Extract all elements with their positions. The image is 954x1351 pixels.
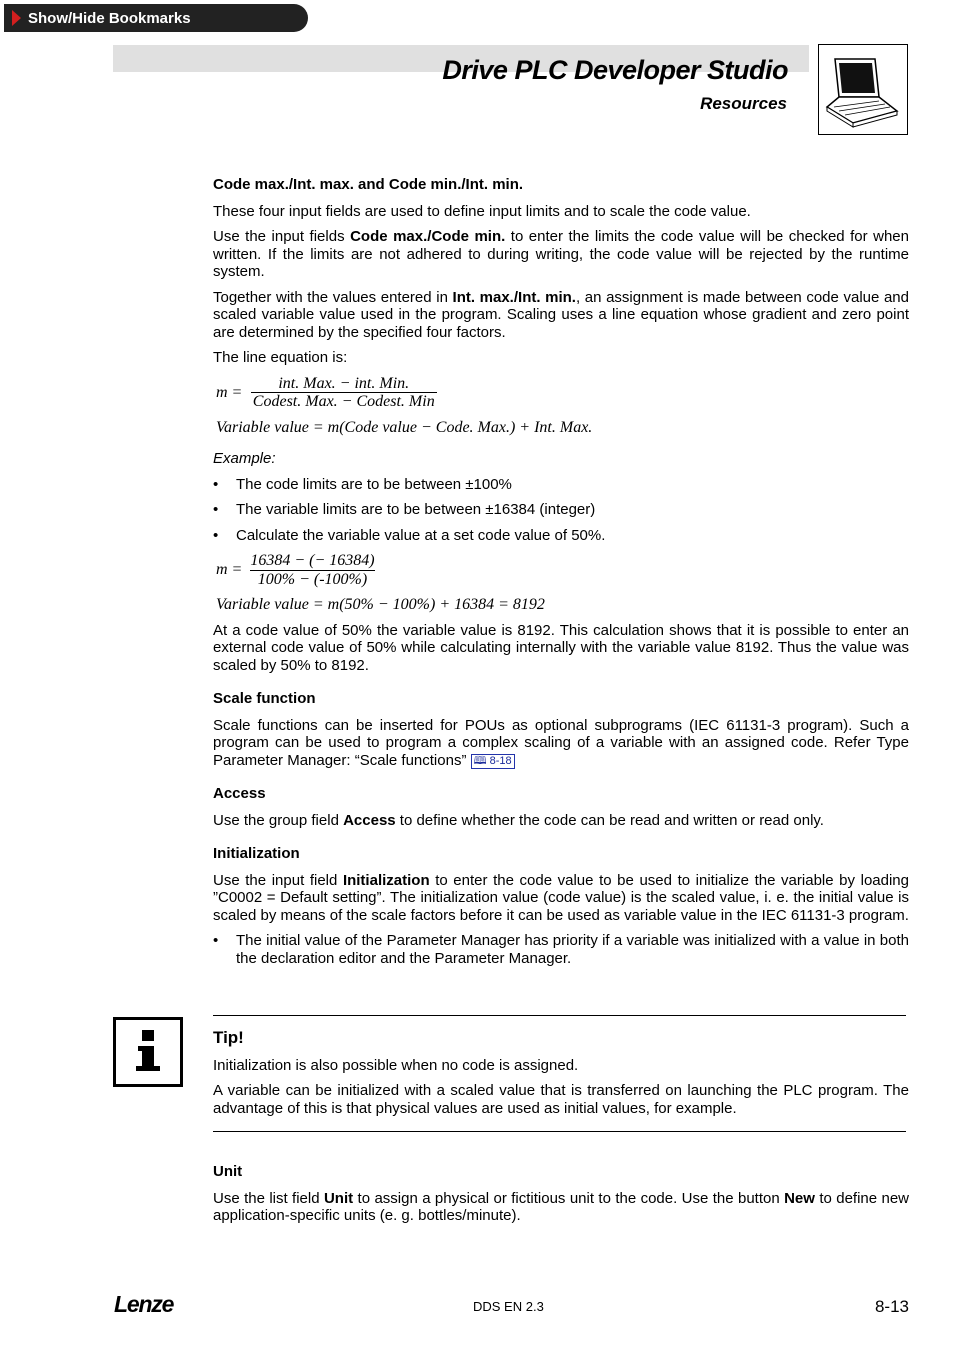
paragraph: Scale functions can be inserted for POUs as optional subprograms (IEC 61131-3 program). Such a program can be used to program a complex scaling of a variable with an assigned code. Refer Type Parameter Manager: “Scale functions” 🕮 8-18 (213, 716, 909, 769)
show-hide-bookmarks-button[interactable] (4, 4, 308, 32)
section-heading: Initialization (213, 845, 300, 862)
equation-gradient: m = $\frac{\text{int. Max. − int. Min.}}{\text{Codest. Max. − Codest. Min}}$ (216, 374, 435, 410)
section-heading: Unit (213, 1163, 243, 1180)
bookmarks-button-label: Show/Hide Bookmarks (28, 9, 191, 27)
list-item: • Calculate the variable value at a set code value of 50%. (213, 526, 606, 544)
page-subtitle: Resources (700, 94, 787, 113)
paragraph: A variable can be initialized with a scaled value that is transferred on launching the PLC program. The advantage of this is that physical values are used as initial values, for example. (213, 1082, 909, 1117)
page-title: Drive PLC Developer Studio (442, 55, 788, 85)
equation-example-result: Variable value = m(50% − 100%) + 16384 = 8192 (216, 596, 545, 613)
section-heading: Code max./Int. max. and Code min./Int. min. (213, 176, 524, 193)
section-heading: Scale function (213, 690, 316, 707)
list-item: • The initial value of the Parameter Manager has priority if a variable was initialized with a value in both the declaration editor and the Parameter Manager. (213, 932, 909, 967)
bookmark-arrow-icon (12, 10, 21, 26)
list-item: • The variable limits are to be between ±16384 (integer) (213, 501, 596, 518)
tip-heading: Tip! (213, 1028, 244, 1047)
lenze-logo: Lenze (114, 1291, 174, 1317)
page-number: 8-13 (874, 1297, 909, 1316)
tip-top-rule (213, 1015, 906, 1016)
main-content (213, 176, 909, 975)
tip-box (213, 1029, 909, 1125)
equation-variable-value: Variable value = m(Code value − Code. Max.) + Int. Max. (216, 418, 593, 436)
unit-section (213, 1163, 909, 1225)
paragraph: Use the group field Access to define whether the code can be read and written or read only. (213, 811, 824, 829)
example-label: Example: (213, 450, 276, 467)
list-item: • The code limits are to be between ±100% (213, 475, 512, 493)
tip-bottom-rule (213, 1131, 906, 1132)
paragraph: These four input fields are used to define input limits and to scale the code value. (213, 202, 751, 220)
paragraph: Use the input fields Code max./Code min. to enter the limits the code value will be checked for when written. If the limits are not adhered to during writing, the code value will be rejected by the runtime system. (213, 228, 909, 280)
paragraph: At a code value of 50% the variable value is 8192. This calculation shows that it is possible to enter an external code value of 50% while calculating internally with the variable value 8192. Thus the value was scaled by 50% to 8192. (213, 621, 909, 674)
paragraph: Initialization is also possible when no code is assigned. (213, 1056, 579, 1074)
section-heading: Access (213, 785, 266, 802)
info-icon (113, 1017, 183, 1087)
paragraph: Use the input field Initialization to enter the code value to be used to initialize the variable by loading ”C0002 = Default setting”. The initialization value (code value) is the scaled value, i. e. the initial value is scaled by means of the scale factors before it can be used as variable value in the IEC 61131-3 program. (213, 871, 909, 924)
equation-example-gradient: m = $\frac{16384 - (- 16384)}{100\% - (-100\%)}$ (216, 552, 375, 588)
cross-reference-link[interactable]: 🕮 8-18 (471, 754, 515, 769)
paragraph: Together with the values entered in Int. max./Int. min., an assignment is made between code value and scaled variable value used in the program. Scaling uses a line equation whose gradient and zero point are determined by the specified four factors. (213, 288, 909, 341)
paragraph: Use the list field Unit to assign a physical or fictitious unit to the code. Use the button New to define new application-specific units (e. g. bottles/minute). (213, 1189, 910, 1224)
document-id: DDS EN 2.3 (473, 1299, 544, 1314)
laptop-icon (818, 44, 908, 135)
paragraph: The line equation is: (213, 349, 348, 366)
